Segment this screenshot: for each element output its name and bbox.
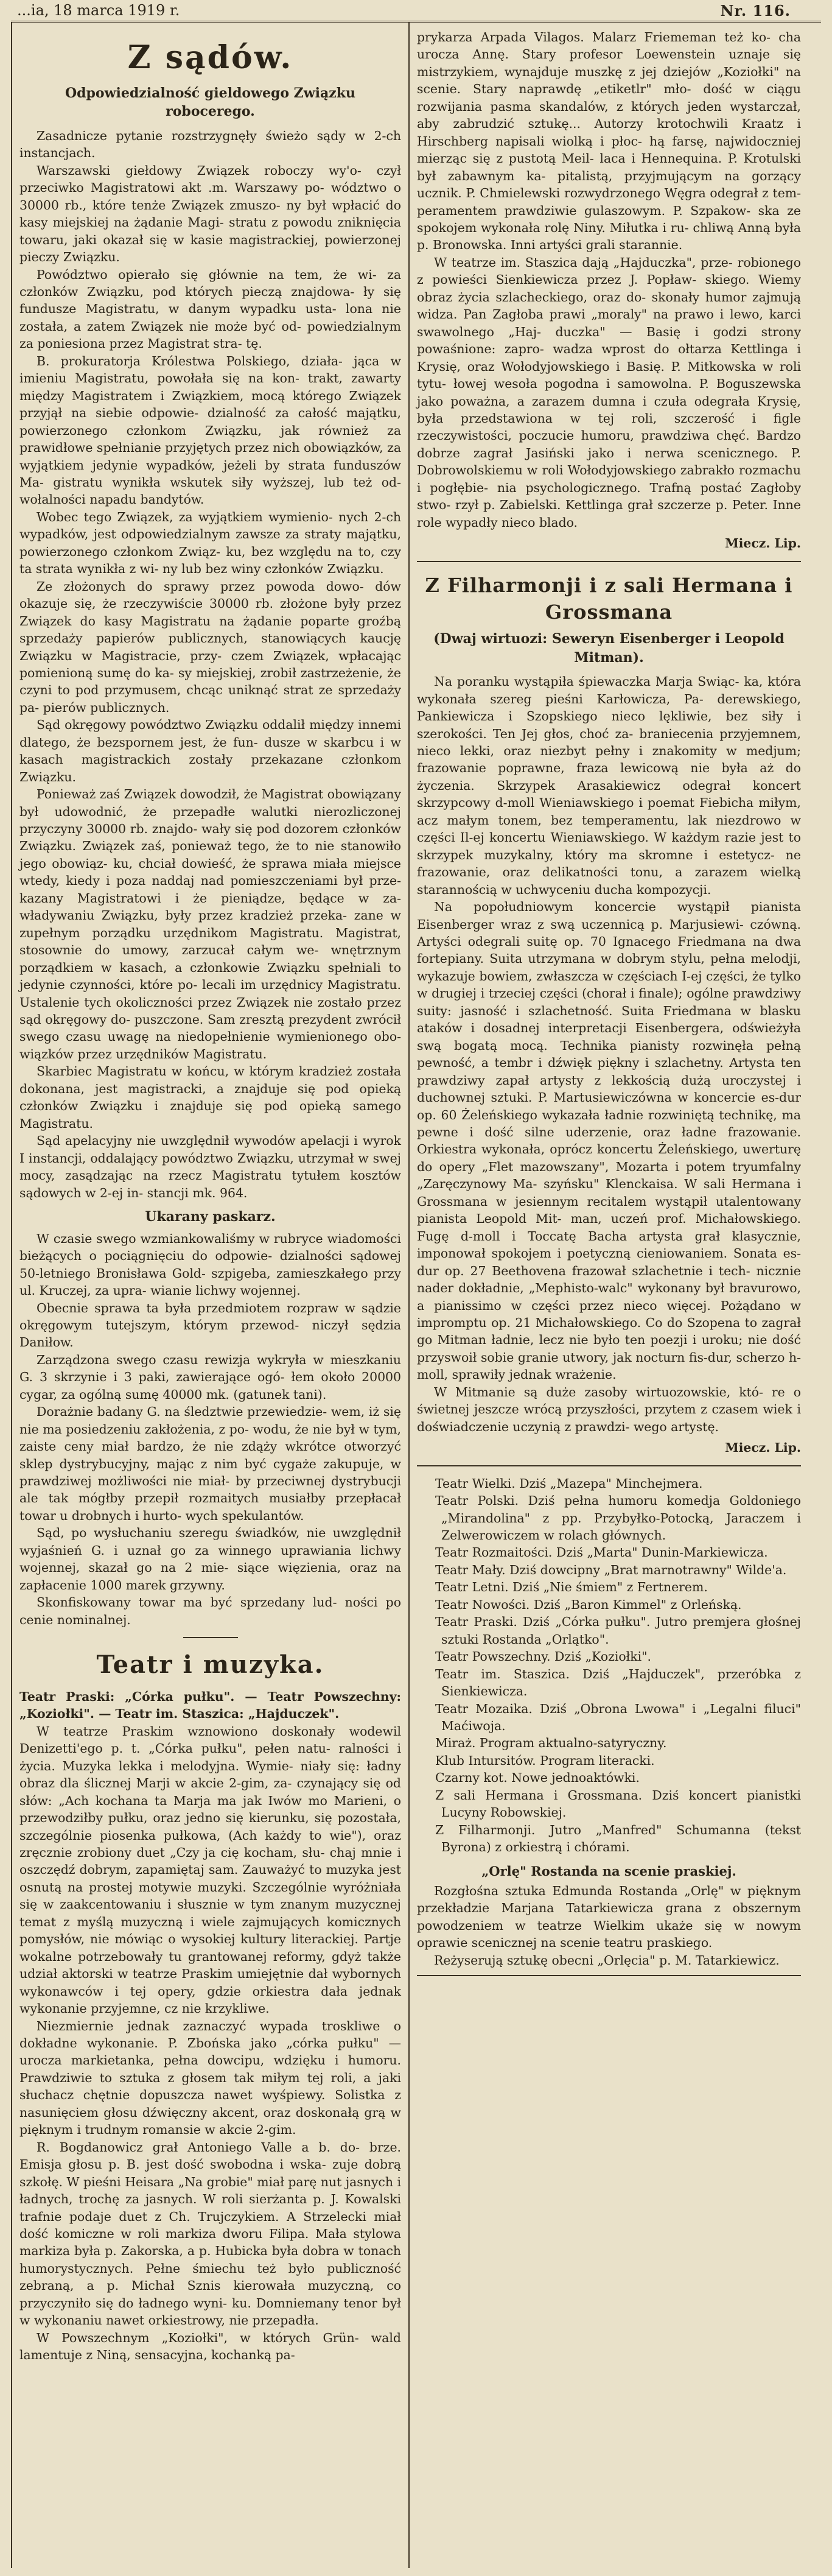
paragraph: Ponieważ zaś Związek dowodził, że Magistrat obowiązany był udowodnić, że przepadłe walutki nierozliczonej przyczyny 30000 rb. znajdo- wały się pod dozorem członków Związku. Związek zaś, ponieważ tego, że to nie stanowiło jego obowiąz- ku, chciał dowieść, że sprawa miała miejsce wtedy, kiedy i poza naddaj nad pomieszczeniami był prze- kazany Magistratowi i że pieniądze, będące w za- władywaniu Związku, były przez kradzież przeka- zane w zupełnym porządku urzędnikom Magistratu. Magistrat, stosownie do umowy, zarzucał całym we- wnętrznym porządkiem w kasach, a członkowie Związku spełniali to jedynie czynności, które po- lecali im urzędnicy Magistratu. Ustalenie tych okoliczności przez Związek nie zostało przez sąd okręgowy do- puszczone. Sam zresztą prezydent zwrócił swego czasu uwagę na niedopełnienie wymienionego obo- wiązków przez urzędników Magistratu. [19,787,401,1061]
paragraph: Zarządzona swego czasu rewizja wykryła w mieszkaniu G. 3 skrzynie i 3 paki, zawierające ogó- łem około 20000 cygar, za ogólną sumę 40000 mk. (gatunek tani). [19,1352,401,1402]
section-title-courts: Z sądów. [127,39,293,76]
columns [11,23,821,2568]
paragraph: W czasie swego wzmiankowaliśmy w rubryce wiadomości bieżących o pociągnięciu do odpowie- dzialności sądowej 50-letniego Bronisława Gold- szpigeba, zamieszkałego przy ul. Kruczej, za upra- wianie lichwy wojennej. [19,1231,401,1298]
paragraph: B. prokuratorja Królestwa Polskiego, działa- jąca w imieniu Magistratu, powołała się na kon- trakt, zawarty między Magistratem i Związkiem, mocą którego Związek przyjął na siebie odpowie- dzialność za całość majątku, powierzonego członkom Związku, jak również za prawidłowe spełnianie przyjętych przez nich obowiązków, za wyjątkiem jedynie wypadków, jeżeli by strata funduszów Ma- gistratu wynikła wskutek siły wyższej, lub też od- wołalności napadu bandytów. [19,353,401,507]
paragraph: W teatrze im. Staszica dają „Hajduczka", prze- robionego z powieści Sienkiewicza przez J. Popław- skiego. Wiemy obraz życia szlacheckiego, oraz do- skonały humor zajmują widza. Pan Zagłoba prawi „moraly" na prawo i lewo, karci swawolnego „Haj- duczka" — Basię i godzi strony powaśnione: zapro- wadza wprost do ołtarza Kettlinga i Krysię, oraz Wołodyjowskiego i Basię. P. Mitkowska w roli tytu- łowej wesoła pogodna i samowolna. P. Boguszewska jako poważna, a zarazem dumna i czuła odegrała Krysię, była przedstawiona w tej roli, szczerość i figle rzeczywistości, poczucie humoru, prawdziwa chęć. Bardzo dobrze zagrał Jasiński jako i nerwa scenicznego. P. Dobrowolskiemu w roli Wołodyjowskiego zabrakło rozmachu i pogłębie- nia psychologicznego. Trafną postać Zagłoby stwo- rzył p. Zabielski. Kettlinga grał szczerze p. Peter. Inne role wypadły nieco blado. [417,255,801,530]
author-signature: Miecz. Lip. [725,536,801,551]
paragraph: Sąd okręgowy powództwo Związku oddalił między innemi dlatego, że bezspornem jest, że fun- dusze w skarbcu i w kasach magistrackich zostały przekazane członkom Związku. [19,717,401,784]
paragraph: Powództwo opierało się głównie na tem, że wi- za członków Związku, pod których pieczą znajdowa- ły się fundusze Magistratu, w danym wypadku usta- lona nie została, a zatem Związek nie może być od- powiedzialnym za poniesiona przez Magistrat stra- tę. [19,267,401,351]
section-title-theatre: Teatr i muzyka. [96,1650,324,1680]
paragraph: W Powszechnym „Koziołki", w których Grün- wald lamentuje z Niną, sensacyjna, kochanką pa- [19,2330,401,2363]
program-item: Teatr Polski. Dziś pełna humoru komedja Goldoniego „Mirandolina" z pp. Przybyłko-Potocką, Jaraczem i Zelwerowiczem w rolach głównych. [435,1493,801,1543]
paragraph: Reżyserują sztukę obecni „Orlęcia" p. M. Tatarkiewicz. [434,1952,780,1968]
paragraph: Ze złożonych do sprawy przez powoda dowo- dów okazuje się, że rzeczywiście 30000 rb. złożone były przez Związek do kasy Magistratu na żądanie poparte groźbą sprzedaży papierów publicznych, stanowiących kaucję Związku w Magistracie, przy- czem Związek, wpłacając pomienioną sumę do ka- sy miejskiej, zrobił zastrzeżenie, że czyni to pod przymusem, chcąc uniknąć strat ze sprzedaży pa- pierów publicznych. [19,579,401,715]
paragraph: Niezmiernie jednak zaznaczyć wypada troskliwe o dokładne wykonanie. P. Zbońska jako „córka pułku" — urocza markietanka, pełna dowcipu, wdzięku i humoru. Prawdziwie to sztuka z głosem tak miłym tej roli, a jaki słuchacz chętnie dopuszcza nawet wyśpiewy. Solistka z nasunięciem głosu dźwięczny akcent, oraz doskonałą grą w pięknym i trudnym romansie w akcie 2-gim. [19,2018,401,2138]
page-bottom-rule [417,1975,801,1988]
article-title-philharmonic: Z Filharmonji i z sali Hermana i Grossmana [425,573,793,624]
program-item: Teatr im. Staszica. Dziś „Hajduczek", przeróbka z Sienkiewicza. [435,1666,801,1699]
program-item: Miraż. Program aktualno-satyryczny. [435,1736,667,1751]
article-heading-orle: „Orlę" Rostanda na scenie praskiej. [481,1863,736,1879]
program-item: Teatr Wielki. Dziś „Mazepa" Minchejmera. [435,1476,703,1491]
paragraph: R. Bogdanowicz grał Antoniego Valle a b. do- brze. Emisja głosu p. B. jest dość swobodna i wska- zuje dobrą szkołę. W pieśni Heisara „Na grobie" miał parę nut jasnych i ładnych, trochę za jasnych. W roli sierżanta p. J. Kowalski trafnie podaje duet z Ch. Trujczykiem. A Strzelecki miał dość komiczne w roli markiza dworu Filipa. Mała stylowa markiza była p. Zakorska, a p. Hubicka była dobra w tonach humorystycznych. Pełne śmiechu też było publiczność zebraną, a p. Michał Sznis kierowała muzyczną, co przyczyniło się do ładnego wyni- ku. Domniemany tenor był w wykonaniu nawet orkiestrowy, nie przepadła. [19,2139,401,2328]
program-item: Teatr Letni. Dziś „Nie śmiem" z Fertnerem. [435,1580,708,1595]
left-column [11,23,410,2568]
issue-date: ...ia, 18 marca 1919 r. [17,2,180,19]
program-item: Czarny kot. Nowe jednoaktówki. [435,1770,640,1786]
paragraph: Na poranku wystąpiła śpiewaczka Marja Swiąc- ka, która wykonała szereg pieśni Karłowicza, Pa- derewskiego, Pankiewicza i Szopskiego nieco lękliwie, bez siły i szerokości. Ten Jej głos, choć za- braniecenia przyjemnem, nieco lekki, oraz niezbyt pełny i znakomity w medjum; frazowanie poprawne, fraza lewicową nie była aż do życzenia. Skrzypek Arasakiewicz odegrał koncert skrzypcowy d-moll Wieniawskiego i poemat Fiebicha miłym, acz małym tonem, bez temperamentu, lak niezdrowo w części Il-ej koncertu Wieniawskiego. W każdym razie jest to skrzypek muzykalny, który ma skromne i estetycz- ne frazowanie, oraz delikatności tonu, a zarazem wielką starannością w uchwyceniu ducha kompozycji. [417,674,801,897]
paragraph: Wobec tego Związek, za wyjątkiem wymienio- nych 2-ch wypadków, jest odpowiedzialnym zawsze za straty majątku, powierzonego członkom Związ- ku, bez względu na to, czy ta strata wynikła z wi- ny lub bez winy członków Związku. [19,509,401,577]
paragraph: prykarza Arpada Vilagos. Malarz Friememan też ko- cha urocza Annę. Stary profesor Loewenstein uznaje się mistrzykiem, wynajduje muszkę z jej dziejów „Koziołki" na scenie. Stary naprawdę „etiketlr" mło- dość w ciągu rozwijania pasma skandalów, z których jeden wystarczał, aby zabrudzić sztukę... Autorzy krotochwili Kraatz i Hirschberg napisali wiolką i płoc- hą farsę, najwidoczniej mierząc się z pustotą Meil- laca i Hennequina. P. Krotulski był zabawnym ka- pitalistą, przyjmującym na gorzący ucznik. P. Chmielewski rozwydrzonego Węgra odegrał z tem- peramentem prawdziwie gulaszowym. P. Szpakow- ska ze spokojem wykonała rolę Niny. Miłutka i ru- chliwą Anną była p. Bronowska. Inni artyści grali starannie. [417,30,801,253]
program-item: Klub Intursitów. Program literacki. [435,1753,655,1768]
paragraph: Dorażnie badany G. na śledztwie przewiedzie- wem, iż się nie ma posiedzeniu zakłożenia, z po- wodu, że nie był w tym, zaiste ceny miał bardzo, że nie zdąży wkrótce otworzyć sklep dystrybucyjny, mając z nim być cygaże zakupuje, w prawdziwej możliwości nie miał- by przeciwnej dystrybucji ale tak mógłby przepił rozmaitych musiałby przepłacał towar u drobnych i hurto- wych spekulantów. [19,1404,401,1523]
paragraph: Rozgłośna sztuka Edmunda Rostanda „Orlę" w pięknym przekładzie Marjana Tatarkiewicza grana z obszernym powodzeniem w teatrze Wielkim ukaże się w nowym oprawie scenicznej na scenie teatru praskiego. [417,1883,801,1951]
article-subtitle: (Dwaj wirtuozi: Seweryn Eisenberger i Leopold Mitman). [433,630,785,666]
article-heading-profiteer: Ukarany paskarz. [145,1209,276,1225]
paragraph: W teatrze Praskim wznowiono doskonały wodewil Denizetti'ego p. t. „Córka pułku", pełen natu- ralności i życia. Muzyka lekka i melodyjna. Wymie- niały się: ładny obraz dla ślicznej Marji w akcie 2-gim, za- czynający się od słów: „Ach kochana ta Marja ma jak Iwów mo Marieni, o przewodziłby pułku, oraz jedno się kierunku, się pozostała, szczególnie piosenka pułkowa, (Ach każdy to wie"), oraz zręcznie zrobiony duet „Czy ja cię kocham, słu- chaj mnie i oszczędź dobrym, zapamiętaj sam. Zauważyć to muzyka jest osnutą na prostej motywie muzyki. Szczególnie wyróżniała się w zaakcentowaniu i słusznie w tym znanym muzycznej temat z myślą muzyczną i wiele zajmujących komicznych pomysłów, nie mówiąc o wysokiej kultury literackiej. Partje wokalne potrzebowały tu grantowanej reformy, gdyż także udział aktorski w teatrze Praskim umiejętnie dał wybornych wykonawców i tej opery, gdzie orkiestra dała jednak wykonanie przyjemne, cz nie krzykliwe. [19,1723,401,2016]
paragraph: Na popołudniowym koncercie wystąpił pianista Eisenberger wraz z swą uczennicą p. Marjusiewi- czówną. Artyści odegrali suitę op. 70 Ignacego Friedmana na dwa fortepiany. Suita utrzymana w dobrym stylu, pełna melodji, wykazuje bowiem, zwłaszcza w częściach I-ej części, że tylko w drugiej i trzeciej części (chorał i finale); ogólne prawdziwy suity: jasność i szlachetność. Suita Friedmana w blasku ataków i dosadnej interpretacji Eisenbergera, odświeżyła swą bogatą mocą. Technika pianisty rozwinęła pełną pewność, a tembr i dźwięk piękny i szlachetny. Artysta ten prawdziwy zapał artysty z lekkością dużą uroczystej i duchownej sztuki. P. Martusiewiczówna w koncercie es-dur op. 60 Żeleńskiego wykazała ładnie rozwiniętą technikę, ma pewne i dość silne uderzenie, oraz ładne frazowanie. Orkiestra wykonała, oprócz koncertu Żeleńskiego, uwerturę do opery „Flet mazowszany", Mozarta i potem tryumfalny „Zaręczynowy Ma- szyńsku" Klenckaisa. W sali Hermana i Grossmana w jesiennym recitalem wystąpił utalentowany pianista Leopold Mit- man, uczeń prof. Michałowskiego. Fugę d-moll i Toccatę Bacha artysta grał klasycznie, imponował spokojem i poetyczną cieniowaniem. Sonata es- dur op. 27 Beethovena frazował szlachetnie i tech- nicznie nader dokładnie, „Mephisto-walc" wykonany był bravurowo, a pianissimo w części przez nieco więcej. Pożądano w impromptu op. 21 Michałowskiego. Co do Szopena to zagrał go Mitman ładnie, lecz nie było ten poezji i uroku; nie dość przyswoił sobie granie utwory, jak nocturn fis-dur, scherzo h-moll, sprawiły jednak wrażenie. [417,899,801,1382]
divider [417,1465,801,1466]
divider [417,561,801,562]
program-item: Teatr Rozmaitości. Dziś „Marta" Dunin-Markiewicza. [435,1545,768,1560]
program-item: Teatr Powszechny. Dziś „Koziołki". [435,1649,651,1664]
program-item: Teatr Nowości. Dziś „Baron Kimmel" z Orleńską. [435,1597,742,1612]
page-header [11,0,821,23]
paragraph: Skonfiskowany towar ma być sprzedany lud- ności po cenie nominalnej. [19,1595,401,1627]
paragraph: Sąd apelacyjny nie uwzględnił wywodów apelacji i wyrok I instancji, oddalający powództwo Związku, utrzymał w swej mocy, zasądzając na rzecz Magistratu tytułem kosztów sądowych w 2-ej in- stancji mk. 964. [19,1133,401,1200]
program-item: Teatr Mozaika. Dziś „Obrona Lwowa" i „Legalni filuci" Maćiwoja. [435,1701,801,1733]
program-item: Teatr Mały. Dziś dowcipny „Brat marnotrawny" Wilde'a. [435,1562,787,1577]
theatre-lead: Teatr Praski: „Córka pułku". — Teatr Powszechny: „Koziołki". — Teatr im. Staszica: „Hajduczek". [19,1689,401,1722]
program-item: Z sali Hermana i Grossmana. Dziś koncert pianistki Lucyny Robowskiej. [435,1787,801,1820]
paragraph: Zasadnicze pytanie rozstrzygnęły świeżo sądy w 2-ch instancjach. [19,128,401,161]
paragraph: Warszawski giełdowy Związek roboczy wy'o- czył przeciwko Magistratowi akt .m. Warszawy po- wództwo o 30000 rb., które tenże Związek zmuszo- ny był wpłacić do kasy miejskiej na żądanie Magi- stratu z powodu zniknięcia towaru, jaki okazał się w kasie magistrackiej, powierzonej pieczy Związku. [19,163,401,265]
divider [183,1637,238,1638]
article-heading-union: Odpowiedzialność gieldowego Związku robocerego. [65,85,355,120]
author-signature: Miecz. Lip. [725,1440,801,1455]
theatre-program-list [417,1475,801,1856]
issue-number: Nr. 116. [720,1,791,19]
paragraph: W Mitmanie są duże zasoby wirtuozowskie, któ- re o świetnej jeszcze wrócą przyszłości, przytem z czasem wiek i doświadczenie uczynią z prawdzi- wego artystę. [417,1384,801,1434]
right-column [410,23,808,2568]
paragraph: Sąd, po wysłuchaniu szeregu świadków, nie uwzględnił wyjaśnień G. i uznał go za winnego uprawiania lichwy wojennej, skazał go na 2 mie- siące więzienia, oraz na zapłacenie 1000 marek grzywny. [19,1526,401,1592]
paragraph: Obecnie sprawa ta była przedmiotem rozpraw w sądzie okręgowym tutejszym, którym przewod- niczył sędzia Daniłow. [19,1300,401,1350]
program-item: Teatr Praski. Dziś „Córka pułku". Jutro premjera głośnej sztuki Rostanda „Orlątko". [435,1614,801,1647]
program-item: Z Filharmonji. Jutro „Manfred" Schumanna (tekst Byrona) z orkiestrą i chórami. [435,1822,801,1855]
paragraph: Skarbiec Magistratu w końcu, w którym kradzież została dokonana, jest magistracki, a znajduje się pod opieką członków Związku i znajduje się pod opieką samego Magistratu. [19,1064,401,1131]
